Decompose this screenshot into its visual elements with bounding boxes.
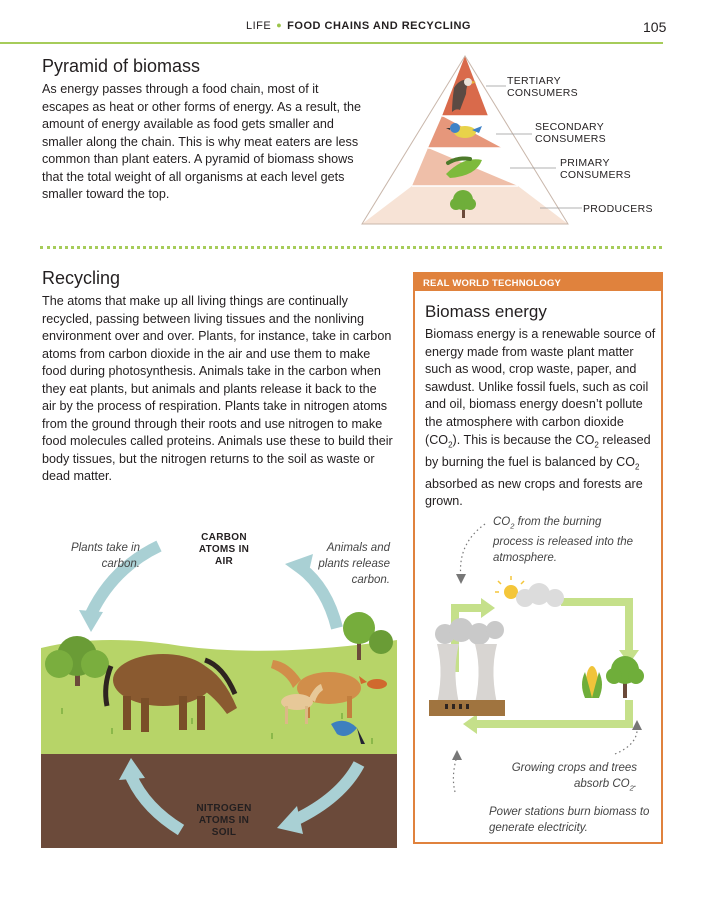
pyramid-label-secondary bbox=[535, 121, 606, 145]
biomass-title: Biomass energy bbox=[425, 302, 547, 321]
pyramid-title: Pyramid of biomass bbox=[42, 56, 201, 76]
pyramid-label-primary-2: CONSUMERS bbox=[560, 169, 631, 181]
cycle-arrow-right bbox=[561, 602, 629, 652]
pyramid-label-tertiary-1: TERTIARY bbox=[507, 75, 561, 87]
header-topic: FOOD CHAINS AND RECYCLING bbox=[287, 20, 471, 32]
corn-icon bbox=[582, 666, 602, 698]
dotted-arrow-power bbox=[453, 756, 457, 792]
pyramid-text: As energy passes through a food chain, most of it escapes as heat or other forms of energy. As a result, the amount of energy available as food gets smaller and smaller along the chain. This is why meat eaters are less common than plant eaters. A pyramid of biomass shows that the total weight of all organisms at each level gets smaller toward the top. bbox=[42, 82, 361, 201]
pyramid-label-primary bbox=[560, 157, 631, 181]
header-section: LIFE bbox=[246, 20, 272, 32]
pyramid-label-primary-1: PRIMARY bbox=[560, 157, 610, 169]
biomass-cycle-diagram bbox=[415, 514, 661, 804]
crops-absorb-note: Growing crops and trees absorb $CO_2$. bbox=[511, 762, 637, 793]
pyramid-label-tertiary-2: CONSUMERS bbox=[507, 87, 578, 99]
dotted-arrow-absorb bbox=[615, 726, 637, 754]
section-divider bbox=[40, 246, 662, 249]
pyramid-label-tertiary bbox=[507, 75, 578, 99]
recycling-text: The atoms that make up all living things are continually recycled, passing between living tissues and the nonliving environment over and over. Plants, for instance, take in carbon atoms from carbon dioxide in the air and use them to make food during photosynthesis. Animals take in the carbon when they eat plants, but animals and plants release it back to the air by the process of respiration. Plants take in nitrogen atoms from the ground through their roots and use nitrogen to make food molecules called proteins. Animals use these to build their body tissues, but the nitrogen returns to the soil as waste or dead matter. bbox=[42, 294, 393, 483]
biomass-feature-box bbox=[413, 272, 663, 844]
biomass-text: Biomass energy is a renewable source of energy made from waste plant matter such as wood, crop waste, paper, and sawdust. Unlike fossil fuels, such as coil and oil, biomass energy doesn’t pollute the atmosphere with carbon dioxide $(CO_2)$. This is because the $CO_2$ released by burning the fuel is balanced by $CO_2$ absorbed as new crops and forests are grown. bbox=[425, 327, 656, 509]
nitrogen-atoms-label: NITROGEN ATOMS IN SOIL bbox=[196, 803, 252, 838]
recycling-title: Recycling bbox=[42, 268, 121, 288]
header-rule bbox=[0, 42, 663, 44]
plants-take-carbon-note: Plants take in carbon. bbox=[70, 542, 140, 570]
animals-release-carbon-note: Animals and plants release carbon. bbox=[318, 542, 390, 586]
power-station-note: Power stations burn biomass to generate electricity. bbox=[489, 806, 650, 834]
dotted-arrow-release bbox=[461, 524, 486, 578]
pyramid-label-secondary-2: CONSUMERS bbox=[535, 133, 606, 145]
pyramid-label-secondary-1: SECONDARY bbox=[535, 121, 605, 133]
carbon-atoms-label: CARBON ATOMS IN AIR bbox=[198, 532, 250, 567]
tree-icon bbox=[606, 656, 644, 698]
pyramid-label-producers: PRODUCERS bbox=[583, 203, 653, 215]
feature-tag: REAL WORLD TECHNOLOGY bbox=[415, 274, 661, 291]
power-station-icon bbox=[429, 644, 505, 716]
cloud-icon bbox=[516, 583, 564, 607]
header-bullet: ● bbox=[276, 20, 283, 30]
smoke-icon bbox=[435, 618, 504, 645]
page-number: 105 bbox=[643, 19, 667, 35]
running-header bbox=[0, 20, 663, 32]
co2-release-note: $CO_2$ from the burning process is released into the atmosphere. bbox=[493, 516, 633, 565]
